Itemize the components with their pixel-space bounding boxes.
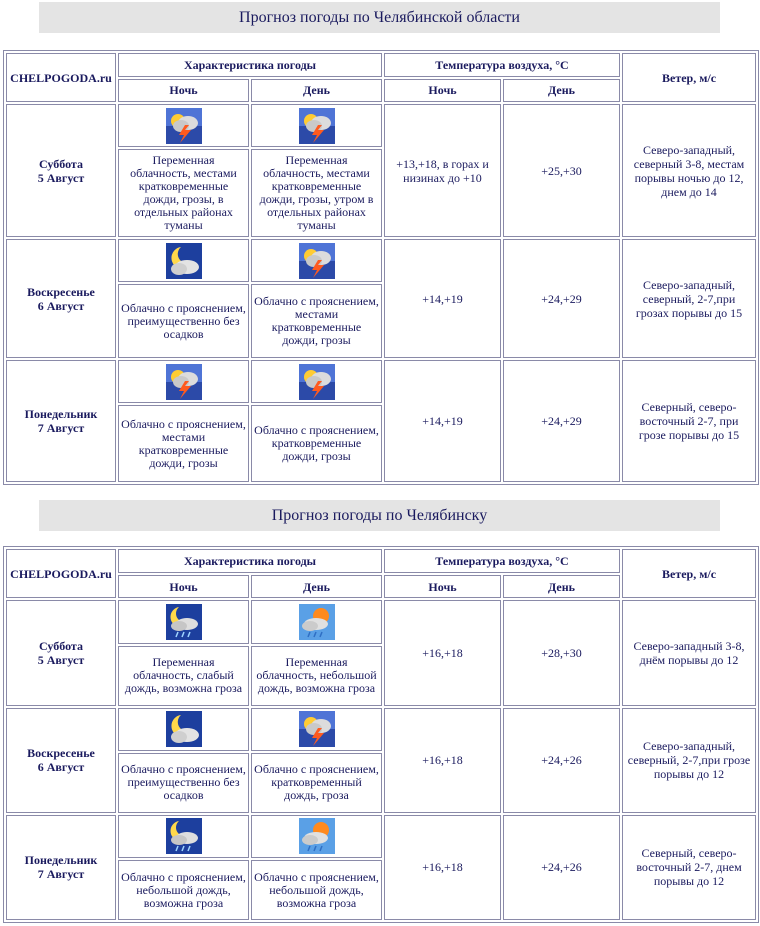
table-row — [6, 360, 756, 403]
night-description: Переменная облачность, местами кратковременные дожди, грозы, в отдельных районах туманы — [118, 149, 249, 237]
temp-night: +16,+18 — [384, 815, 501, 920]
day-cell — [6, 360, 116, 482]
rain-night-icon — [166, 604, 202, 640]
region-forecast-title: Прогноз погоды по Челябинской области — [39, 2, 720, 33]
thunderstorm-icon — [166, 364, 202, 400]
weekday: Понедельник — [24, 853, 98, 868]
temp-day-header: День — [503, 575, 620, 599]
date: 5 Август — [37, 170, 85, 185]
weather-header: Характеристика погоды — [118, 549, 382, 573]
wind-info: Северный, северо-восточный 2-7, при грозе порывы до 15 — [622, 360, 756, 482]
night-description: Облачно с прояснением, местами кратковременные дожди, грозы — [118, 405, 249, 482]
day-description: Облачно с прояснением, местами кратковременные дожди, грозы — [251, 284, 382, 358]
night-description: Облачно с прояснением, преимущественно без осадков — [118, 753, 249, 813]
night-description: Облачно с прояснением, небольшой дождь, возможна гроза — [118, 860, 249, 920]
weekday: Суббота — [39, 639, 83, 654]
rain-day-icon — [299, 604, 335, 640]
weather-header: Характеристика погоды — [118, 53, 382, 77]
temp-night-header: Ночь — [384, 79, 501, 103]
night-icon-cell — [118, 708, 249, 751]
thunderstorm-icon — [299, 364, 335, 400]
night-description: Облачно с прояснением, преимущественно без осадков — [118, 284, 249, 358]
temp-night-header: Ночь — [384, 575, 501, 599]
cloudy-night-icon — [166, 711, 202, 747]
night-icon-cell — [118, 104, 249, 147]
temp-night: +13,+18, в горах и низинах до +10 — [384, 104, 501, 237]
temperature-header: Температура воздуха, °С — [384, 53, 620, 77]
night-icon-cell — [118, 815, 249, 858]
day-cell — [6, 104, 116, 237]
rain-night-icon — [166, 818, 202, 854]
thunderstorm-icon — [299, 108, 335, 144]
day-header: День — [251, 575, 382, 599]
day-icon-cell — [251, 239, 382, 282]
temperature-header: Температура воздуха, °С — [384, 549, 620, 573]
weekday: Понедельник — [24, 407, 98, 422]
cloudy-night-icon — [166, 243, 202, 279]
temp-day: +24,+29 — [503, 239, 620, 358]
night-icon-cell — [118, 600, 249, 643]
temp-day: +28,+30 — [503, 600, 620, 705]
temp-day-header: День — [503, 79, 620, 103]
day-description: Облачно с прояснением, кратковременные дожди, грозы — [251, 405, 382, 482]
day-cell — [6, 600, 116, 705]
date: 7 Август — [37, 867, 85, 882]
table-row — [6, 708, 756, 751]
wind-info: Северный, северо-восточный 2-7, днем порывы до 12 — [622, 815, 756, 920]
wind-info: Северо-западный, северный, 2-7,при грозах порывы до 15 — [622, 239, 756, 358]
weekday: Воскресенье — [27, 746, 95, 761]
temp-night: +16,+18 — [384, 708, 501, 813]
region-forecast-table — [3, 50, 759, 485]
day-description: Облачно с прояснением, небольшой дождь, возможна гроза — [251, 860, 382, 920]
night-icon-cell — [118, 239, 249, 282]
table-row — [6, 815, 756, 858]
wind-info: Северо-западный, северный 3-8, местам порывы ночью до 12, днем до 14 — [622, 104, 756, 237]
day-cell — [6, 239, 116, 358]
temp-night: +14,+19 — [384, 239, 501, 358]
night-icon-cell — [118, 360, 249, 403]
wind-header: Ветер, м/с — [622, 53, 756, 102]
temp-day: +24,+29 — [503, 360, 620, 482]
temp-day: +24,+26 — [503, 708, 620, 813]
day-description: Переменная облачность, местами кратковременные дожди, грозы, утром в отдельных районах туманы — [251, 149, 382, 237]
day-cell — [6, 815, 116, 920]
day-description: Облачно с прояснением, кратковременный дождь, гроза — [251, 753, 382, 813]
site-name: CHELPOGODA.ru — [6, 549, 116, 598]
table-row — [6, 600, 756, 643]
thunderstorm-icon — [299, 243, 335, 279]
table-row — [6, 239, 756, 282]
wind-info: Северо-западный 3-8, днём порывы до 12 — [622, 600, 756, 705]
thunderstorm-icon — [299, 711, 335, 747]
rain-day-icon — [299, 818, 335, 854]
temp-night: +16,+18 — [384, 600, 501, 705]
weekday: Воскресенье — [27, 284, 95, 299]
day-icon-cell — [251, 815, 382, 858]
day-icon-cell — [251, 708, 382, 751]
day-description: Переменная облачность, небольшой дождь, возможна гроза — [251, 646, 382, 706]
wind-info: Северо-западный, северный, 2-7,при грозе порывы до 12 — [622, 708, 756, 813]
temp-day: +24,+26 — [503, 815, 620, 920]
city-forecast-table — [3, 546, 759, 923]
weekday: Суббота — [39, 156, 83, 171]
day-icon-cell — [251, 104, 382, 147]
table-row — [6, 104, 756, 147]
site-name: CHELPOGODA.ru — [6, 53, 116, 102]
date: 6 Август — [37, 760, 85, 775]
day-icon-cell — [251, 600, 382, 643]
night-header: Ночь — [118, 79, 249, 103]
night-header: Ночь — [118, 575, 249, 599]
day-icon-cell — [251, 360, 382, 403]
city-forecast-title: Прогноз погоды по Челябинску — [39, 500, 720, 531]
night-description: Переменная облачность, слабый дождь, возможна гроза — [118, 646, 249, 706]
temp-night: +14,+19 — [384, 360, 501, 482]
date: 7 Август — [37, 421, 85, 436]
day-header: День — [251, 79, 382, 103]
temp-day: +25,+30 — [503, 104, 620, 237]
day-cell — [6, 708, 116, 813]
wind-header: Ветер, м/с — [622, 549, 756, 598]
thunderstorm-icon — [166, 108, 202, 144]
date: 6 Август — [37, 298, 85, 313]
date: 5 Август — [37, 653, 85, 668]
